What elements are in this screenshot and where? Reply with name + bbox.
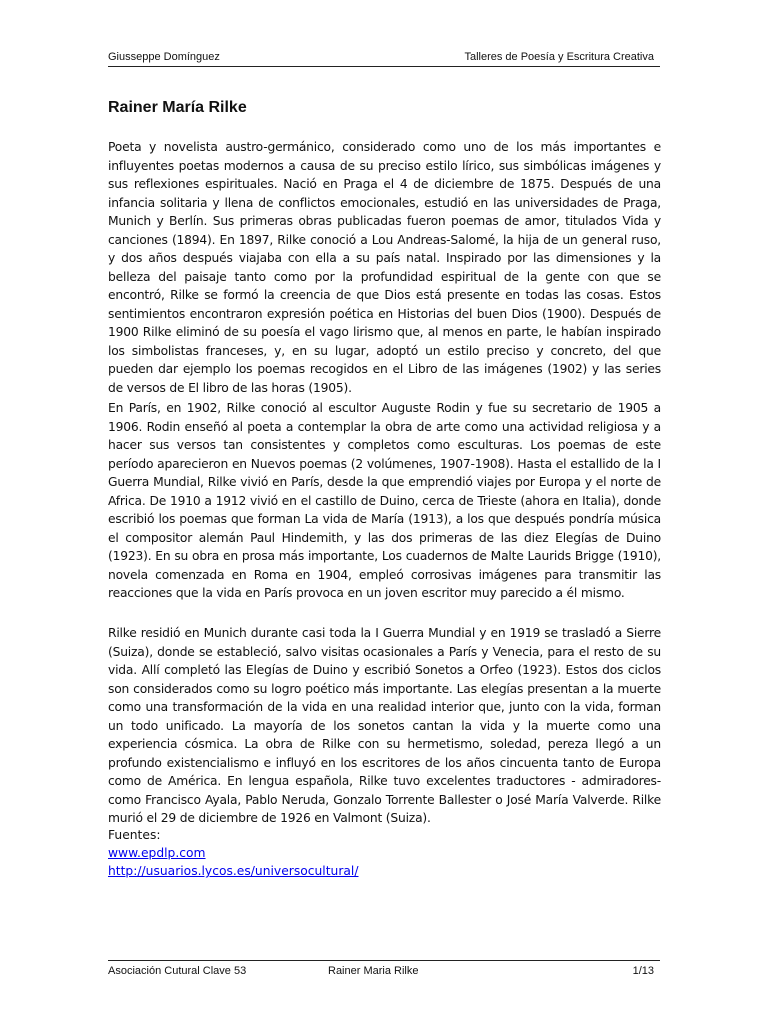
- footer-organization: Asociación Cutural Clave 53: [108, 965, 247, 977]
- sources-section: [108, 826, 359, 880]
- page-footer: [108, 960, 660, 978]
- header-author: Giusseppe Domínguez: [108, 51, 220, 63]
- page-title: Rainer María Rilke: [108, 99, 247, 116]
- paragraph-later-life: Rilke residió en Munich durante casi toda la I Guerra Mundial y en 1919 se trasladó a Sierre (Suiza), donde se estableció, salvo visitas ocasionales a París y Venecia, para el resto de su vida. Allí completó las Elegías de Duino y escribió Sonetos a Orfeo (1923). Estos dos ciclos son considerados como su logro poético más importante. Las elegías presentan a la muerte como una transformación de la vida en una realidad interior que, junto con la vida, forman un todo unificado. La mayoría de los sonetos cantan la vida y la muerte como una experiencia cósmica. La obra de Rilke con su hermetismo, soledad, pereza llegó a un profundo existencialismo e influyó en los escritores de los años cincuenta tanto de Europa como de América. En lengua española, Rilke tuvo excelentes traductores - admiradores- como Francisco Ayala, Pablo Neruda, Gonzalo Torrente Ballester o José María Valverde. Rilke murió el 29 de diciembre de 1926 en Valmont (Suiza).: [108, 626, 661, 825]
- source-link-epdlp[interactable]: www.epdlp.com: [108, 846, 206, 860]
- paragraph-biography-intro: Poeta y novelista austro-germánico, considerado como uno de los más importantes e influyentes poetas modernos a causa de su preciso estilo lírico, sus simbólicas imágenes y sus reflexiones espirituales. Nació en Praga el 4 de diciembre de 1875. Después de una infancia solitaria y llena de conflictos emocionales, estudió en las universidades de Praga, Munich y Berlín. Sus primeras obras publicadas fueron poemas de amor, titulados Vida y canciones (1894). En 1897, Rilke conoció a Lou Andreas-Salomé, la hija de un general ruso, y dos años después viajaba con ella a su país natal. Inspirado por las dimensiones y la belleza del paisaje tanto como por la profundidad espiritual de la gente con que se encontró, Rilke se formó la creencia de que Dios está presente en todas las cosas. Estos sentimientos encontraron expresión poética en Historias del buen Dios (1900). Después de 1900 Rilke eliminó de su poesía el vago lirismo que, al menos en parte, le habían inspirado los simbolistas franceses, y, en su lugar, adoptó un estilo preciso y concreto, del que pueden dar ejemplo los poemas recogidos en el Libro de las imágenes (1902) y las series de versos de El libro de las horas (1905).: [108, 140, 661, 395]
- paragraph-paris-years: En París, en 1902, Rilke conoció al escultor Auguste Rodin y fue su secretario de 1905 a 1906. Rodin enseñó al poeta a contemplar la obra de arte como una actividad religiosa y a hacer sus versos tan consistentes y completos como esculturas. Los poemas de este período aparecieron en Nuevos poemas (2 volúmenes, 1907-1908). Hasta el estallido de la I Guerra Mundial, Rilke vivió en París, desde la que emprendió viajes por Europa y el norte de Africa. De 1910 a 1912 vivió en el castillo de Duino, cerca de Trieste (ahora en Italia), donde escribió los poemas que forman La vida de María (1913), a los que después pondría música el compositor alemán Paul Hindemith, y las dos primeras de las diez Elegías de Duino (1923). En su obra en prosa más importante, Los cuadernos de Malte Laurids Brigge (1910), novela comenzada en Roma en 1904, empleó corrosivas imágenes para transmitir las reacciones que la vida en París provoca en un joven escritor muy parecido a él mismo.: [108, 401, 661, 600]
- header-course: Talleres de Poesía y Escritura Creativa: [464, 51, 654, 63]
- footer-page-number: 1/13: [632, 965, 654, 977]
- page-header: [108, 50, 660, 67]
- footer-doc-title: Rainer Maria Rilke: [328, 965, 419, 977]
- sources-label: Fuentes:: [108, 828, 161, 842]
- source-link-lycos[interactable]: http://usuarios.lycos.es/universocultural/: [108, 864, 359, 878]
